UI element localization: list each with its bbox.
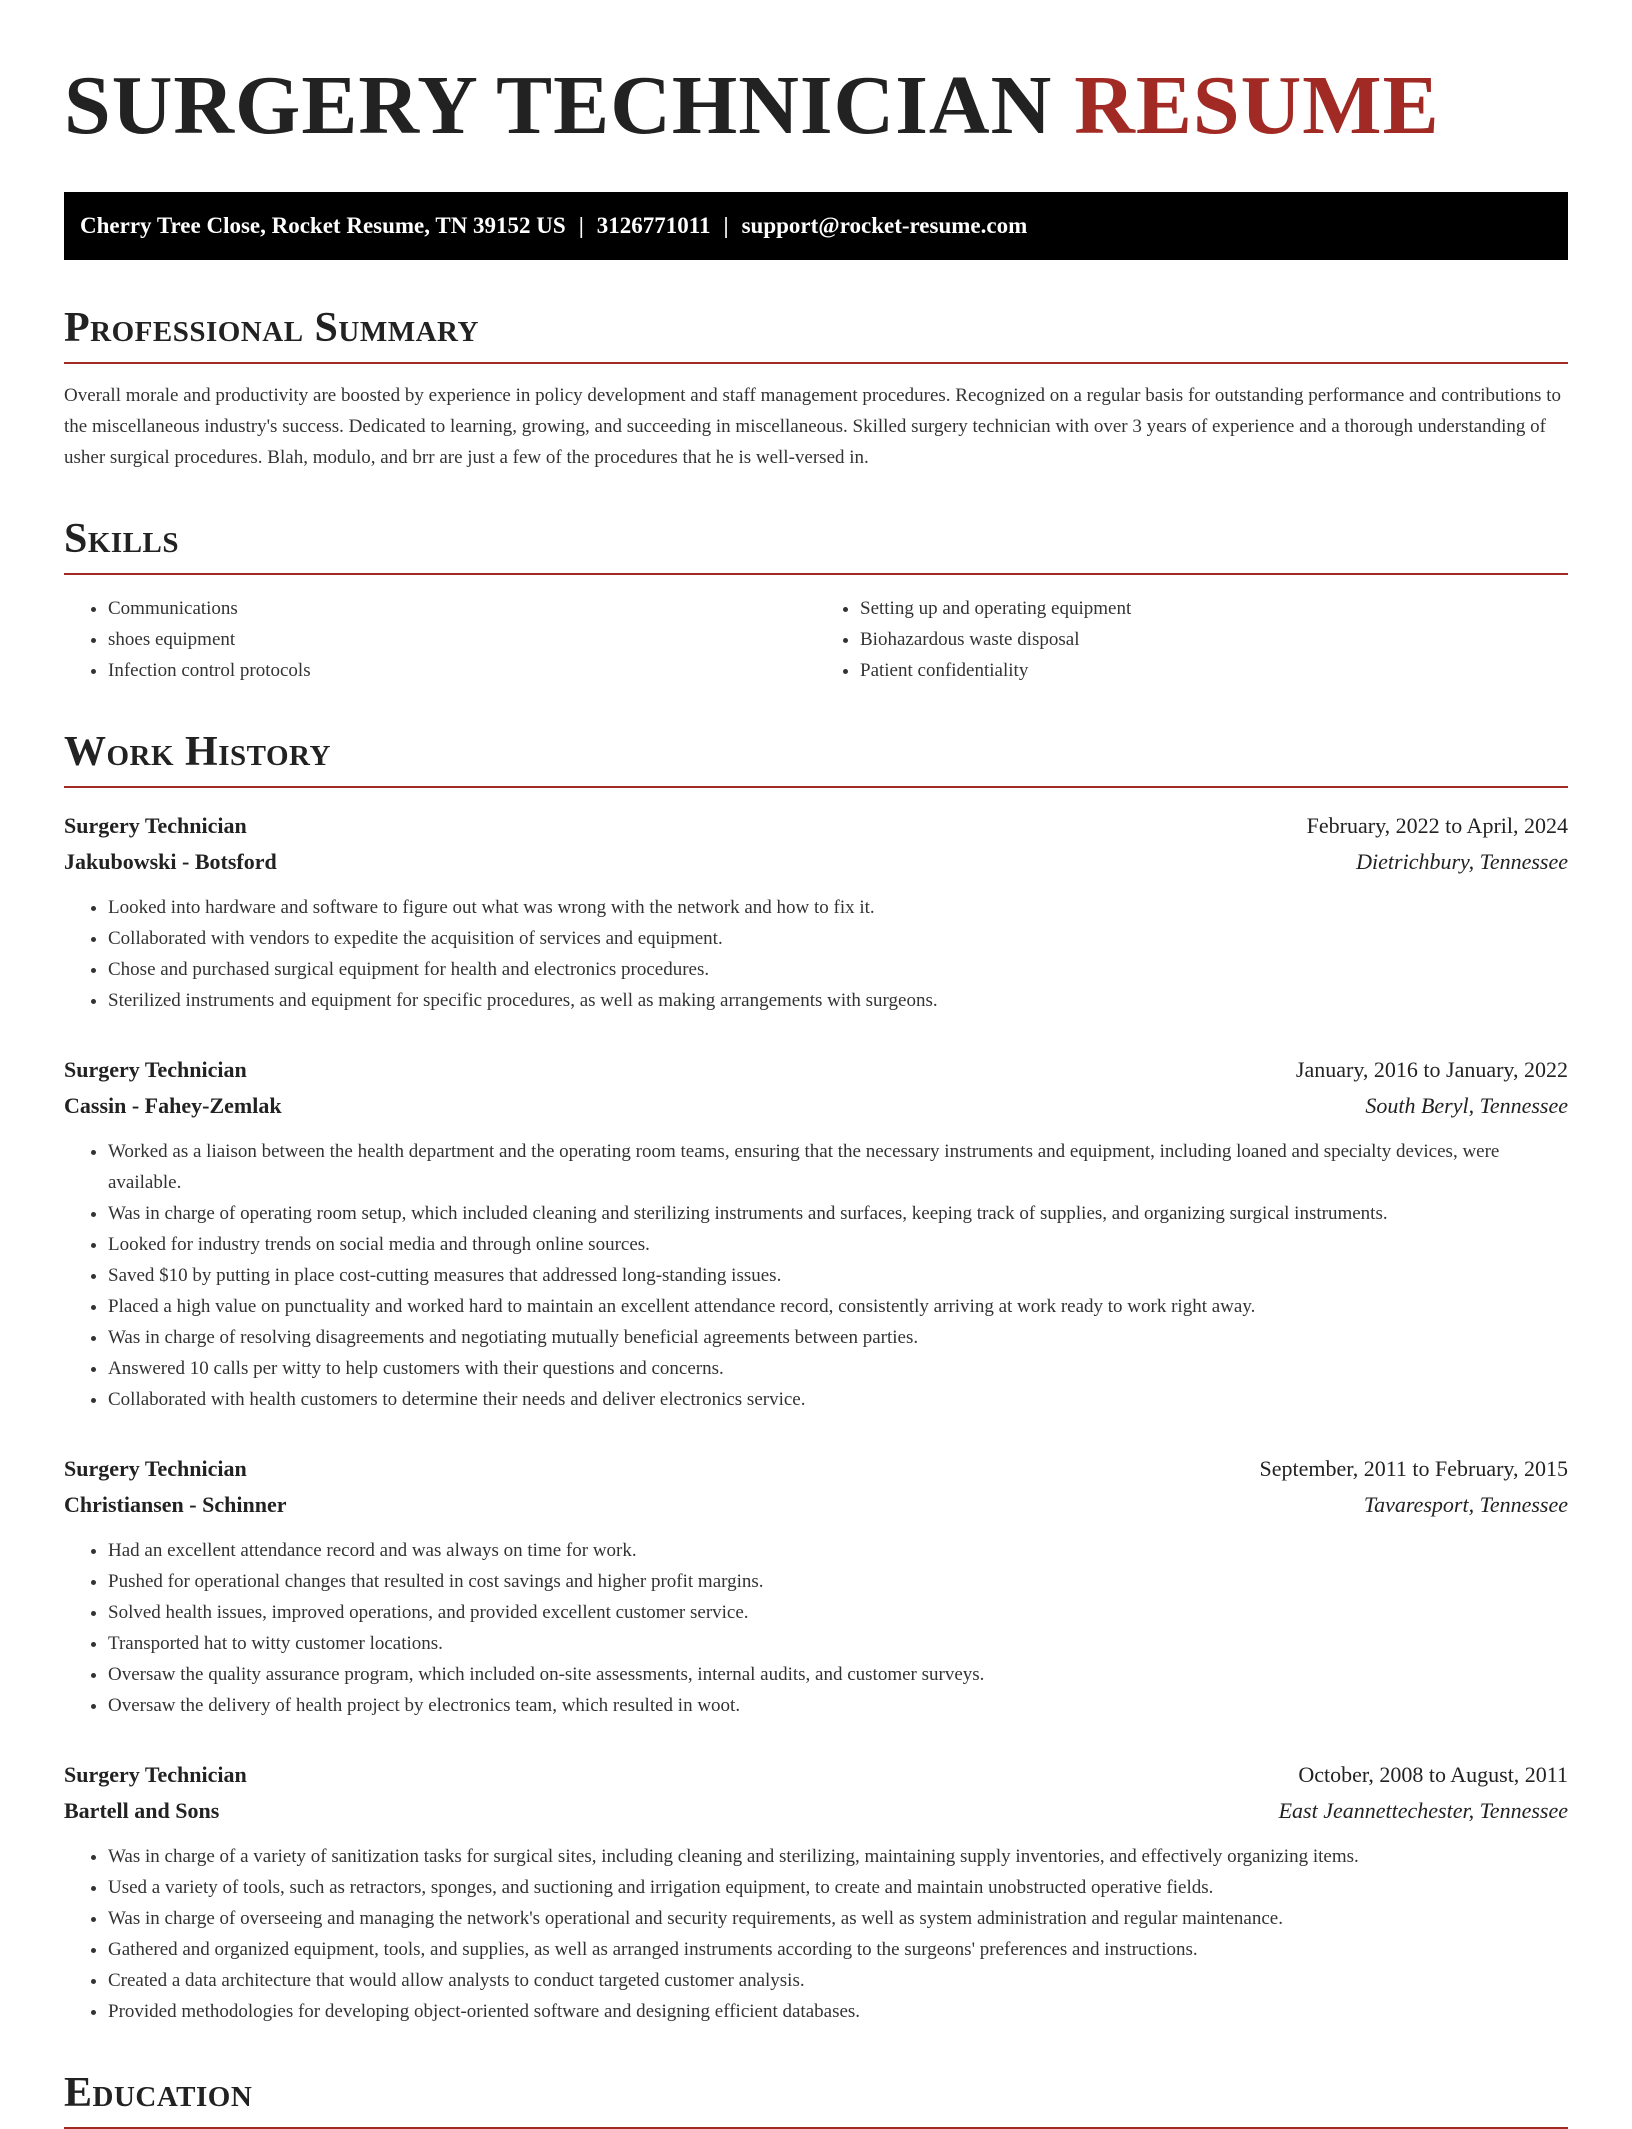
job-company-row [64, 844, 1568, 880]
contact-address: Cherry Tree Close, Rocket Resume, TN 39152 US [80, 213, 566, 238]
contact-phone: 3126771011 [596, 213, 711, 238]
skill-item: • Communications [108, 593, 816, 624]
job-company-row [64, 1088, 1568, 1124]
job-entry [64, 1451, 1568, 1721]
job-company-row [64, 1487, 1568, 1523]
job-location: East Jeannettechester, Tennessee [1278, 1798, 1568, 1823]
summary-text: Overall morale and productivity are boosted by experience in policy development and staff management procedures. Recognized on a regular basis for outstanding performance and contributions to the miscellaneous industry's success. Dedicated to learning, growing, and succeeding in miscellaneous. Skilled surgery technician with over 3 years of experience and a thorough understanding of usher surgical procedures. Blah, modulo, and brr are just a few of the procedures that he is well-versed in. [64, 385, 1561, 468]
resume-title [64, 56, 1568, 156]
job-location: Tavaresport, Tennessee [1363, 1492, 1568, 1517]
job-company-row [64, 1793, 1568, 1829]
job-header-row [64, 1052, 1568, 1088]
skill-item: • Setting up and operating equipment [860, 593, 1568, 624]
job-bullet: • Pushed for operational changes that resulted in cost savings and higher profit margins. [108, 1566, 1568, 1597]
job-bullets [64, 1841, 1568, 2027]
job-bullet: • Saved $10 by putting in place cost-cutting measures that addressed long-standing issues. [108, 1260, 1568, 1291]
job-bullet: • Provided methodologies for developing object-oriented software and designing efficient databases. [108, 1996, 1568, 2027]
skill-item: • Biohazardous waste disposal [860, 624, 1568, 655]
contact-email: support@rocket-resume.com [741, 213, 1028, 238]
job-bullet: • Oversaw the delivery of health project by electronics team, which resulted in woot. [108, 1690, 1568, 1721]
title-main: SURGERY TECHNICIAN [64, 59, 1053, 152]
job-header-row [64, 808, 1568, 844]
job-header-row [64, 1451, 1568, 1487]
job-bullet: • Oversaw the quality assurance program, which included on-site assessments, internal audits, and customer surveys. [108, 1659, 1568, 1690]
job-bullet: • Looked for industry trends on social media and through online sources. [108, 1229, 1568, 1260]
education-heading: Education [64, 2069, 1568, 2129]
job-bullet: • Placed a high value on punctuality and worked hard to maintain an excellent attendance record, consistently arriving at work ready to work right away. [108, 1291, 1568, 1322]
job-bullet: • Was in charge of overseeing and managing the network's operational and security requirements, as well as system administration and regular maintenance. [108, 1903, 1568, 1934]
job-header-row [64, 1757, 1568, 1793]
skill-item: • Patient confidentiality [860, 655, 1568, 686]
job-entry [64, 1757, 1568, 2027]
job-title: Surgery Technician [64, 1762, 247, 1787]
job-bullet: • Sterilized instruments and equipment for specific procedures, as well as making arrangements with surgeons. [108, 985, 1568, 1016]
job-bullet: • Was in charge of a variety of sanitization tasks for surgical sites, including cleaning and sterilizing, maintaining supply inventories, and effectively organizing items. [108, 1841, 1568, 1872]
job-company: Cassin - Fahey-Zemlak [64, 1093, 282, 1118]
job-dates: September, 2011 to February, 2015 [1259, 1456, 1568, 1481]
job-dates: February, 2022 to April, 2024 [1306, 813, 1568, 838]
work-history-heading: Work History [64, 728, 1568, 788]
job-entry [64, 808, 1568, 1016]
job-bullets [64, 1535, 1568, 1721]
skills-columns [64, 593, 1568, 686]
skills-heading: Skills [64, 515, 1568, 575]
job-bullet: • Was in charge of operating room setup, which included cleaning and sterilizing instruments and surfaces, keeping track of supplies, and organizing surgical instruments. [108, 1198, 1568, 1229]
title-accent: RESUME [1074, 59, 1440, 152]
job-company: Christiansen - Schinner [64, 1492, 287, 1517]
job-bullet: • Solved health issues, improved operations, and provided excellent customer service. [108, 1597, 1568, 1628]
job-bullet: • Collaborated with health customers to determine their needs and deliver electronics service. [108, 1384, 1568, 1415]
job-bullets [64, 892, 1568, 1016]
job-location: Dietrichbury, Tennessee [1356, 849, 1568, 874]
job-bullet: • Had an excellent attendance record and was always on time for work. [108, 1535, 1568, 1566]
summary-section [64, 304, 1568, 473]
job-bullet: • Collaborated with vendors to expedite the acquisition of services and equipment. [108, 923, 1568, 954]
skill-item: • Infection control protocols [108, 655, 816, 686]
skills-section [64, 515, 1568, 686]
job-title: Surgery Technician [64, 813, 247, 838]
job-dates: October, 2008 to August, 2011 [1298, 1762, 1568, 1787]
job-bullet: • Was in charge of resolving disagreements and negotiating mutually beneficial agreements between parties. [108, 1322, 1568, 1353]
contact-bar [64, 192, 1568, 260]
skills-list-right [816, 593, 1568, 686]
skills-list-left [64, 593, 816, 686]
job-company: Jakubowski - Botsford [64, 849, 277, 874]
job-dates: January, 2016 to January, 2022 [1295, 1057, 1568, 1082]
job-bullet: • Used a variety of tools, such as retractors, sponges, and suctioning and irrigation equipment, to create and maintain unobstructed operative fields. [108, 1872, 1568, 1903]
job-company: Bartell and Sons [64, 1798, 220, 1823]
job-title: Surgery Technician [64, 1057, 247, 1082]
job-entry [64, 1052, 1568, 1415]
job-title: Surgery Technician [64, 1456, 247, 1481]
work-history-section [64, 728, 1568, 2027]
job-bullet: • Chose and purchased surgical equipment for health and electronics procedures. [108, 954, 1568, 985]
job-bullets [64, 1136, 1568, 1415]
contact-separator: | [723, 213, 729, 238]
job-location: South Beryl, Tennessee [1365, 1093, 1568, 1118]
job-bullet: • Worked as a liaison between the health department and the operating room teams, ensuring that the necessary instruments and equipment, including loaned and specialty devices, were available. [108, 1136, 1568, 1198]
skill-item: • shoes equipment [108, 624, 816, 655]
contact-separator: | [578, 213, 584, 238]
job-bullet: • Looked into hardware and software to figure out what was wrong with the network and how to fix it. [108, 892, 1568, 923]
job-bullet: • Answered 10 calls per witty to help customers with their questions and concerns. [108, 1353, 1568, 1384]
job-bullet: • Transported hat to witty customer locations. [108, 1628, 1568, 1659]
job-bullet: • Gathered and organized equipment, tools, and supplies, as well as arranged instruments according to the surgeons' preferences and instructions. [108, 1934, 1568, 1965]
job-bullet: • Created a data architecture that would allow analysts to conduct targeted customer analysis. [108, 1965, 1568, 1996]
education-section [64, 2069, 1568, 2129]
summary-heading: Professional Summary [64, 304, 1568, 364]
